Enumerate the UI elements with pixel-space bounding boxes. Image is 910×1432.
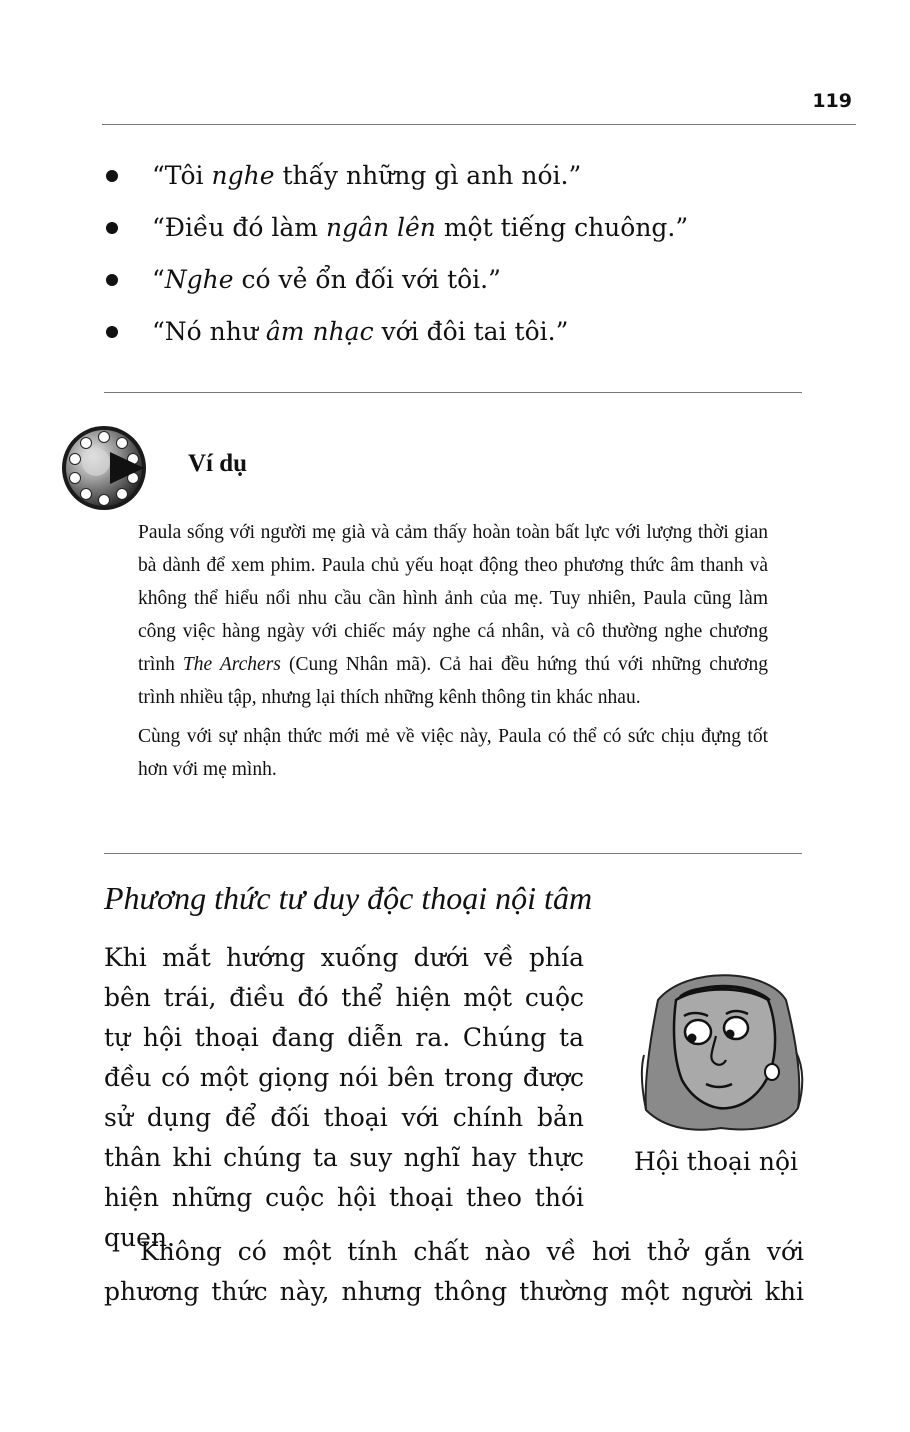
bullet-list (104, 150, 804, 358)
bullet-dot (106, 170, 118, 182)
example-top-rule (104, 392, 802, 393)
bullet-item: “Tôi nghe thấy những gì anh nói.” (104, 150, 804, 202)
section-heading: Phương thức tư duy độc thoại nội tâm (104, 880, 593, 916)
bullet-item: “Nó như âm nhạc với đôi tai tôi.” (104, 306, 804, 358)
header-rule (102, 124, 856, 125)
page-number: 119 (812, 90, 852, 112)
bullet-item: “Nghe có vẻ ổn đối với tôi.” (104, 254, 804, 306)
example-bottom-rule (104, 853, 802, 854)
example-paragraph: Paula sống với người mẹ già và cảm thấy hoàn toàn bất lực với lượng thời gian bà dành để xem phim. Paula chủ yếu hoạt động theo phương thức âm thanh và không thể hiểu nổi nhu cầu cần hình ảnh của mẹ. Tuy nhiên, Paula cũng làm công việc hàng ngày với chiếc máy nghe cá nhân, và cô thường nghe chương trình The Archers (Cung Nhân mã). Cả hai đều hứng thú với những chương trình nhiều tập, nhưng lại thích những kênh thông tin khác nhau. (138, 522, 768, 708)
woman-looking-down-left-illustration (636, 960, 806, 1135)
bullet-dot (106, 274, 118, 286)
section-paragraph-2: Không có một tính chất nào về hơi thở gắn với phương thức này, nhưng thông thường một người khi (104, 1237, 804, 1306)
example-paragraph: Cùng với sự nhận thức mới mẻ về việc này, Paula có thể có sức chịu đựng tốt hơn với mẹ mình. (138, 726, 768, 780)
bullet-dot (106, 326, 118, 338)
illustration-caption: Hội thoại nội (634, 1147, 798, 1176)
example-body (138, 516, 768, 792)
example-title: Ví dụ (188, 450, 248, 477)
section-text: Khi mắt hướng xuống dưới về phía bên trái, điều đó thể hiện một cuộc tự hội thoại đang diễn ra. Chúng ta đều có một giọng nói bên trong được sử dụng để đối thoại với chính bản thân khi chúng ta suy nghĩ hay thực hiện những cuộc hội thoại theo thói quen. (104, 943, 584, 1252)
bullet-dot (106, 222, 118, 234)
bullet-item: “Điều đó làm ngân lên một tiếng chuông.” (104, 202, 804, 254)
film-reel-play-icon (60, 424, 148, 512)
